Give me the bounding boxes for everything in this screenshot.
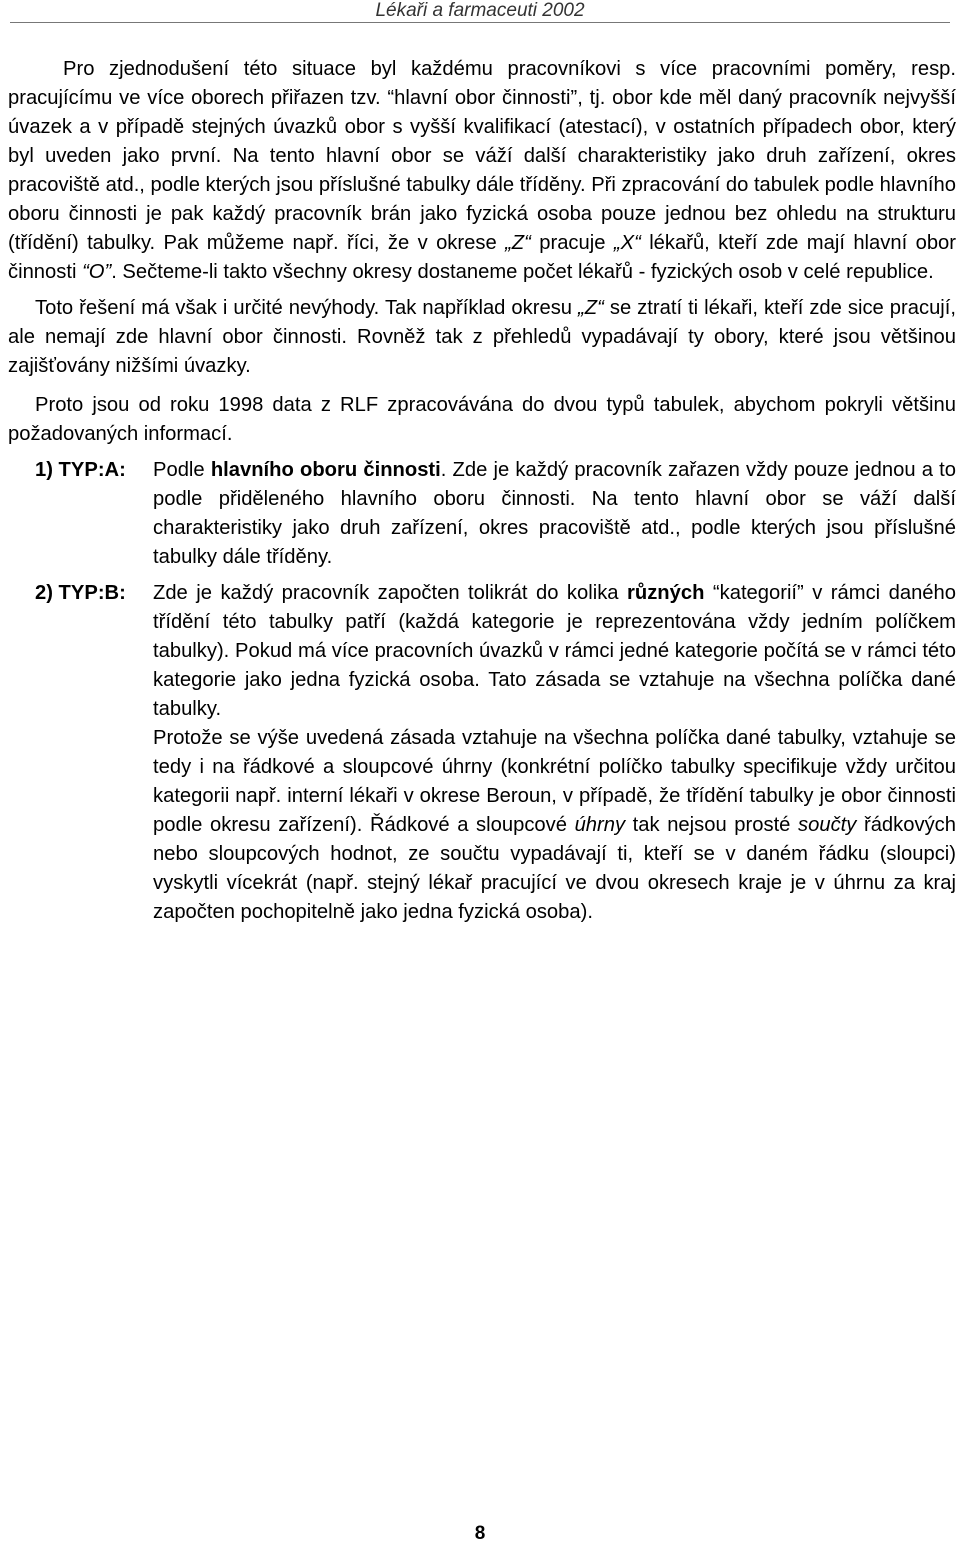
type-b-p2-b: tak nejsou prosté [625, 814, 799, 836]
type-b-text [153, 579, 956, 927]
document-body [8, 55, 956, 927]
running-header [0, 0, 960, 25]
p1-x: „X“ [613, 232, 641, 254]
type-a-bold: hlavního oboru činnosti [210, 459, 441, 481]
type-b-text-a: Zde je každý pracovník započten tolikrát do kolika [153, 582, 628, 604]
paragraph-main-field [8, 55, 956, 287]
type-b-text-b: “kategorií” v rámci daného třídění této tabulky patří (každá kategorie je reprezentována vždy jedním políčkem tabulky). Pokud má více pracovních úvazků v rámci jedné kategorie počítá se v rámci této kategorie jako jedna fyzická osoba. Tato zásada se vztahuje na všechna políčka dané tabulky. [153, 582, 956, 720]
type-b-p2-c: řádkových nebo sloupcových hodnot, ze součtu vypadávají ti, kteří se v daném řádku (sloupci) vyskytli vícekrát (např. stejný lékař pracující ve dvou okresech kraje je v úhrnu za kraj započten pochopitelně jako jedna fyzická osoba). [153, 814, 956, 923]
p2-text-b: se ztratí ti lékaři, kteří zde sice pracují, ale nemají zde hlavní obor činnosti. Rovněž tak z přehledů vypadávají ty obory, které jsou většinou zajišťovány nižšími úvazky. [8, 297, 956, 377]
header-title: Lékaři a farmaceuti 2002 [10, 0, 950, 23]
p2-z: „Z“ [578, 297, 604, 319]
type-a-label: 1) TYP:A: [35, 459, 126, 481]
type-b-p2-italic-1: úhrny [574, 814, 626, 836]
p2-text-a: Toto řešení má však i určité nevýhody. Tak například okresu [35, 297, 579, 319]
paragraph-disadvantages [8, 294, 956, 381]
type-b-p2-a: Protože se výše uvedená zásada vztahuje na všechna políčka dané tabulky, vztahuje se tedy i na řádkové a sloupcové úhrny (konkrétní políčko tabulky specifikuje vždy určitou kategorii např. interní lékaři v okrese Beroun, v případě, že třídění tabulky je obor činnosti podle okresu zařízení). Řádkové a sloupcové [153, 727, 956, 836]
type-a-text-b: . Zde je každý pracovník zařazen vždy pouze jednou a to podle přiděleného hlavního oboru činnosti. Na tento hlavní obor se váží další charakteristiky jako druh zařízení, okres pracoviště atd., podle kterých jsou příslušné tabulky dále tříděny. [153, 459, 956, 568]
p1-o: “O” [82, 261, 112, 283]
list-item-type-a [8, 456, 956, 572]
type-b-label: 2) TYP:B: [35, 582, 126, 604]
type-b-paragraph-1 [153, 579, 956, 724]
type-b-p2-italic-2: součty [798, 814, 857, 836]
p1-text-d: . Sečteme-li takto všechny okresy dostaneme počet lékařů - fyzických osob v celé republice. [111, 261, 934, 283]
list-item-type-b [8, 579, 956, 927]
type-b-paragraph-2 [153, 724, 956, 927]
page-number: 8 [474, 1523, 486, 1544]
type-b-bold: různých [627, 582, 705, 604]
paragraph-types-intro: Proto jsou od roku 1998 data z RLF zpracovávána do dvou typů tabulek, abychom pokryli většinu požadovaných informací. [8, 394, 956, 445]
p1-text-a: Pro zjednodušení této situace byl každému pracovníkovi s více pracovními poměry, resp. pracujícímu ve více oborech přiřazen tzv. “hlavní obor činnosti”, tj. obor kde měl daný pracovník nejvyšší úvazek a v případě stejných úvazků obor s vyšší kvalifikací (atestací), v ostatních případech obor, který byl uveden jako první. Na tento hlavní obor se váží další charakteristiky jako druh zařízení, okres pracoviště atd., podle kterých jsou příslušné tabulky dále tříděny. Při zpracování do tabulek podle hlavního oboru činnosti je pak každý pracovník brán jako fyzická osoba pouze jednou bez ohledu na strukturu (třídění) tabulky. Pak můžeme např. říci, že v okrese [8, 58, 956, 254]
type-a-text-a: Podle [153, 459, 211, 481]
p1-text-c: lékařů, kteří zde mají hlavní obor činnosti [8, 232, 956, 283]
p1-z: „Z“ [505, 232, 531, 254]
type-a-text [153, 456, 956, 572]
p1-text-b: pracuje [530, 232, 614, 254]
